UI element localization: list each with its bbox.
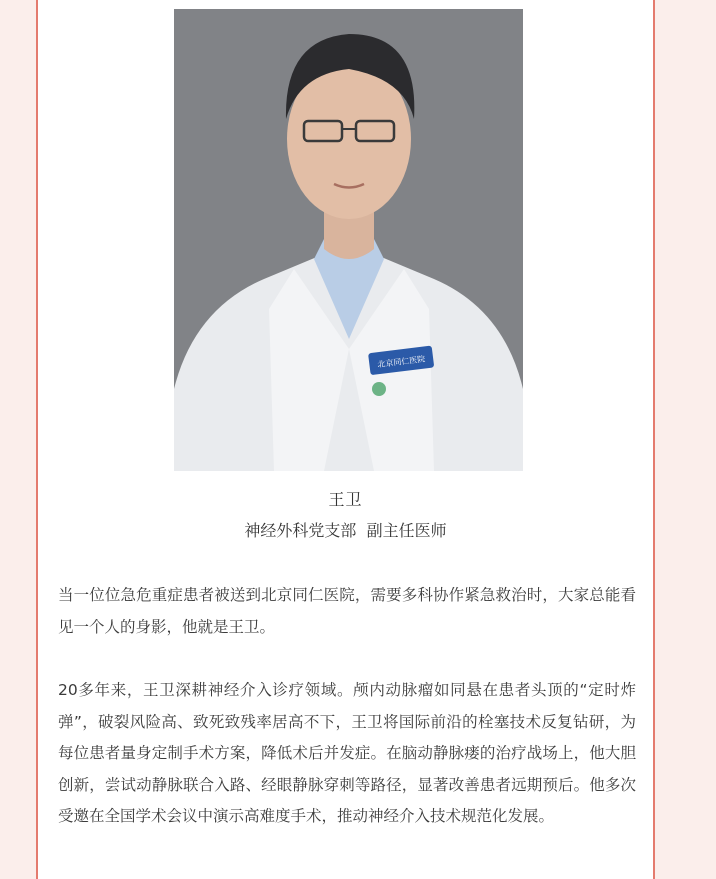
doctor-title: 神经外科党支部 副主任医师 (244, 521, 447, 540)
doctor-portrait (174, 9, 523, 471)
paragraph-career: 20多年来，王卫深耕神经介入诊疗领域。颅内动脉瘤如同悬在患者头顶的“定时炸弹”，破裂风险高、致死致残率居高不下，王卫将国际前沿的栓塞技术反复钻研，为每位患者量身定制手术方案，降低术后并发症。在脑动静脉瘘的治疗战场上，他大胆创新，尝试动静脉联合入路、经眼静脉穿刺等路径，显著改善患者远期预后。他多次受邀在全国学术会议中演示高难度手术，推动神经介入技术规范化发展。 (58, 681, 636, 825)
doctor-name: 王卫 (328, 490, 363, 509)
article-card (36, 0, 655, 879)
paragraph-intro: 当一位位急危重症患者被送到北京同仁医院，需要多科协作紧急救治时，大家总能看见一个人的身影，他就是王卫。 (58, 586, 636, 636)
badge-text: 北京同仁医院 (376, 354, 426, 370)
